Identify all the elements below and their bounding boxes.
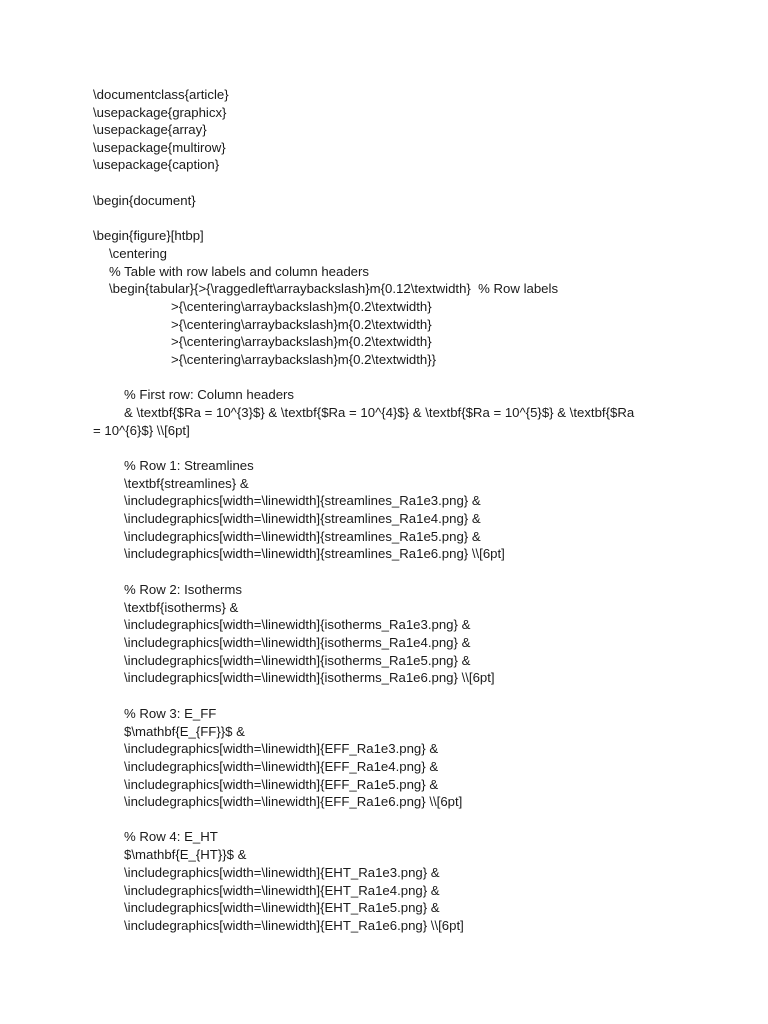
code-comment: % Row 3: E_FF bbox=[124, 706, 217, 721]
code-line: \includegraphics[width=\linewidth]{streamlines_Ra1e5.png} & bbox=[124, 528, 481, 544]
code-line: \usepackage{graphicx} bbox=[93, 104, 227, 120]
code-line: \includegraphics[width=\linewidth]{isotherms_Ra1e4.png} & bbox=[124, 635, 471, 650]
code-line: % Table with row labels and column headers bbox=[109, 263, 369, 279]
code-line: \begin{document} bbox=[93, 193, 196, 208]
code-comment: % First row: Column headers bbox=[124, 387, 295, 402]
code-line: >{\centering\arraybackslash}m{0.2\textwidth} bbox=[171, 334, 432, 349]
code-line: \includegraphics[width=\linewidth]{EHT_Ra1e4.png} & bbox=[124, 882, 440, 898]
code-line: \includegraphics[width=\linewidth]{EHT_Ra1e6.png} \\[6pt] bbox=[124, 918, 464, 933]
code-line: >{\centering\arraybackslash}m{0.2\textwidth}} bbox=[171, 352, 437, 367]
code-comment: % Row 4: E_HT bbox=[124, 829, 218, 844]
code-comment: % Row 1: Streamlines bbox=[124, 458, 254, 473]
code-line: \includegraphics[width=\linewidth]{streamlines_Ra1e6.png} \\[6pt] bbox=[124, 546, 505, 561]
code-line: \includegraphics[width=\linewidth]{EFF_Ra1e3.png} & bbox=[124, 741, 439, 756]
code-line: \includegraphics[width=\linewidth]{EFF_Ra1e5.png} & bbox=[124, 776, 439, 792]
code-line: \includegraphics[width=\linewidth]{EFF_Ra1e6.png} \\[6pt] bbox=[124, 794, 463, 809]
code-line: \documentclass{article} bbox=[93, 87, 229, 102]
code-line: \includegraphics[width=\linewidth]{EHT_Ra1e5.png} & bbox=[124, 900, 440, 915]
code-line: \includegraphics[width=\linewidth]{streamlines_Ra1e3.png} & bbox=[124, 493, 481, 508]
code-line: \begin{tabular}{>{\raggedleft\arraybackslash}m{0.12\textwidth} % Row labels bbox=[109, 281, 559, 296]
code-line: \usepackage{multirow} bbox=[93, 139, 226, 155]
code-line: \textbf{isotherms} & bbox=[124, 599, 239, 615]
code-line: = 10^{6}$} \\[6pt] bbox=[93, 422, 190, 438]
code-line: \includegraphics[width=\linewidth]{streamlines_Ra1e4.png} & bbox=[124, 511, 481, 526]
code-line: \textbf{streamlines} & bbox=[124, 475, 249, 491]
code-line: $\mathbf{E_{FF}}$ & bbox=[124, 723, 245, 739]
code-line: \centering bbox=[109, 246, 167, 261]
code-line: \includegraphics[width=\linewidth]{EHT_Ra1e3.png} & bbox=[124, 865, 440, 880]
code-line: & \textbf{$Ra = 10^{3}$} & \textbf{$Ra = 10^{4}$} & \textbf{$Ra = 10^{5}$} & \textbf{$Ra bbox=[124, 405, 635, 420]
code-line: \includegraphics[width=\linewidth]{isotherms_Ra1e5.png} & bbox=[124, 652, 471, 668]
code-line: \includegraphics[width=\linewidth]{isotherms_Ra1e3.png} & bbox=[124, 617, 471, 632]
code-line: \usepackage{array} bbox=[93, 122, 207, 137]
code-line: >{\centering\arraybackslash}m{0.2\textwidth} bbox=[171, 299, 432, 314]
code-line: \begin{figure}[htbp] bbox=[93, 228, 204, 243]
code-line: \usepackage{caption} bbox=[93, 157, 220, 172]
code-comment: % Row 2: Isotherms bbox=[124, 582, 242, 597]
code-line: $\mathbf{E_{HT}}$ & bbox=[124, 847, 247, 862]
code-line: >{\centering\arraybackslash}m{0.2\textwidth} bbox=[171, 316, 432, 332]
code-line: \includegraphics[width=\linewidth]{EFF_Ra1e4.png} & bbox=[124, 759, 439, 774]
code-line: \includegraphics[width=\linewidth]{isotherms_Ra1e6.png} \\[6pt] bbox=[124, 670, 495, 685]
